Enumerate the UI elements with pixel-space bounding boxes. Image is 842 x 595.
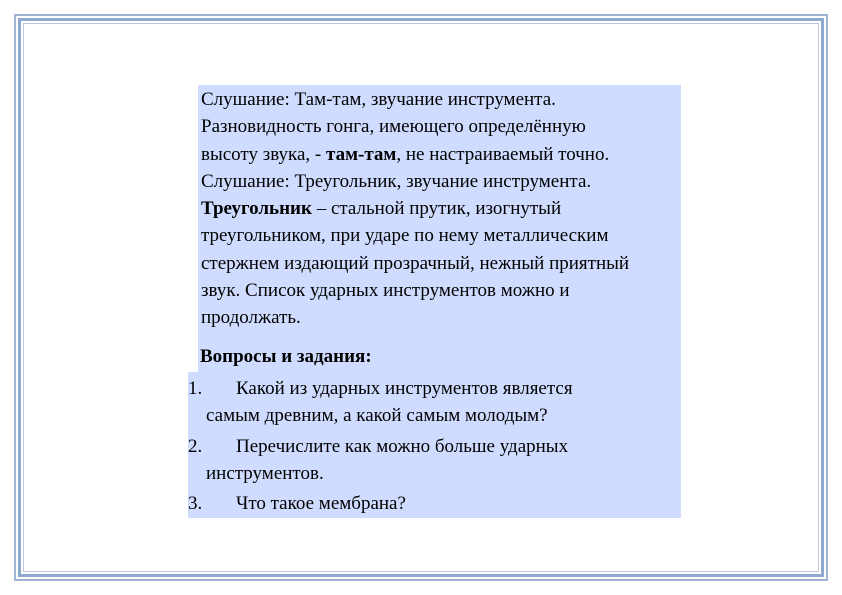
paragraph-line: звук. Список ударных инструментов можно и	[201, 280, 570, 302]
paragraph-line: стержнем издающий прозрачный, нежный приятный	[201, 252, 630, 274]
questions-heading: Вопросы и задания:	[200, 346, 372, 367]
paragraph-line: Слушание: Там-там, звучание инструмента.	[201, 89, 556, 110]
paragraph-line: высоту звука, -	[201, 143, 327, 165]
paragraph-line: Слушание: Треугольник, звучание инструмента.	[201, 170, 592, 192]
question-number: 2.	[188, 436, 203, 457]
paragraph-line: , не настраиваемый точно.	[396, 143, 610, 165]
question-text-continued: инструментов.	[206, 463, 324, 484]
paragraph-line: продолжать.	[201, 307, 301, 329]
paragraph-line: Разновидность гонга, имеющего определённую	[201, 116, 586, 138]
paragraph-line: треугольником, при ударе по нему металлическим	[201, 225, 609, 247]
tam-tam-term: там-там	[326, 143, 397, 165]
question-text: Перечислите как можно больше ударных	[236, 436, 569, 457]
question-item	[188, 433, 678, 487]
question-text: Что такое мембрана?	[236, 493, 406, 514]
question-text-continued: самым древним, а какой самым молодым?	[206, 405, 548, 426]
question-item	[188, 490, 678, 517]
question-number: 3.	[188, 493, 203, 514]
triangle-term: Треугольник	[201, 198, 312, 220]
paragraph-line: – стальной прутик, изогнутый	[311, 198, 562, 220]
description-paragraph	[201, 86, 683, 332]
question-item	[188, 375, 678, 429]
question-number: 1.	[188, 378, 203, 399]
question-text: Какой из ударных инструментов является	[236, 378, 573, 399]
